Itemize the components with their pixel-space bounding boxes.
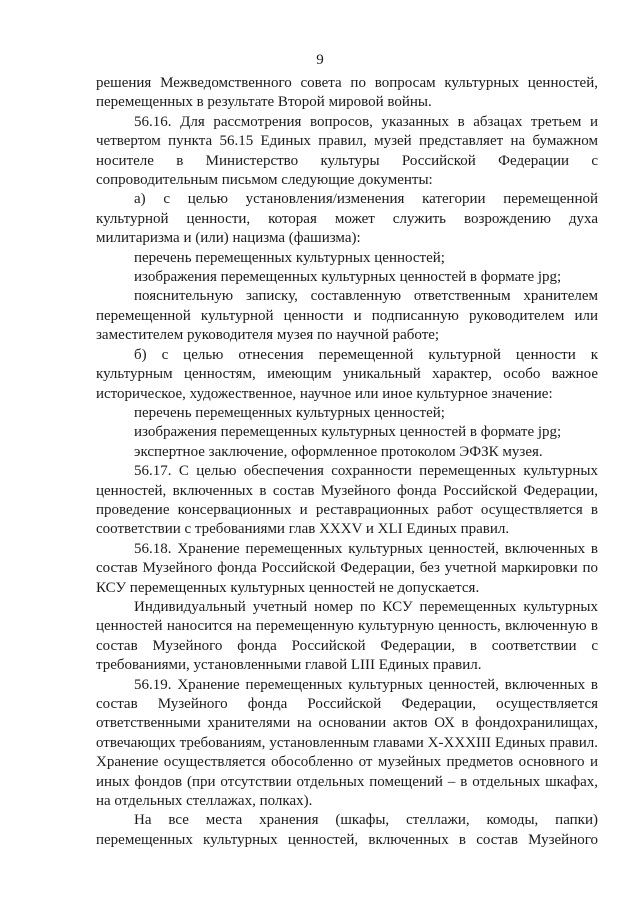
paragraph-list-entry: перечень перемещенных культурных ценностей; — [134, 249, 445, 266]
paragraph-list-entry: изображения перемещенных культурных ценностей в формате jpg; — [134, 269, 562, 286]
paragraph-continuation: решения Межведомственного совета по вопросам культурных ценностей, перемещенных в результате Второй мировой войны. — [96, 75, 598, 111]
paragraph-list-entry: экспертное заключение, оформленное протоколом ЭФЗК музея. — [134, 443, 543, 460]
paragraph-56-16: 56.16. Для рассмотрения вопросов, указанных в абзацах третьем и четвертом пункта 56.15 Единых правил, музей представляет на бумажном носителе в Министерство культуры Российской Федерации с сопроводительным письмом следующие документы: — [96, 113, 598, 189]
paragraph-list-entry: перечень перемещенных культурных ценностей; — [134, 404, 445, 421]
page-number: 9 — [316, 52, 324, 68]
paragraph-item-a: а) с целью установления/изменения категории перемещенной культурной ценности, которая может служить возрождению духа милитаризма и (или) нацизма (фашизма): — [96, 191, 598, 247]
paragraph-list-entry: изображения перемещенных культурных ценностей в формате jpg; — [134, 424, 562, 441]
paragraph-56-17: 56.17. С целью обеспечения сохранности перемещенных культурных ценностей, включенных в состав Музейного фонда Российской Федерации, проведение консервационных и реставрационных работ осуществляется в соответствии с требованиями глав XXXV и XLI Единых правил. — [96, 463, 598, 538]
paragraph-list-entry: пояснительную записку, составленную ответственным хранителем перемещенной культурной ценности и подписанную руководителем или заместителем руководителя музея по научной работе; — [96, 288, 598, 344]
paragraph-56-18: 56.18. Хранение перемещенных культурных ценностей, включенных в состав Музейного фонда Российской Федерации, без учетной маркировки по КСУ перемещенных культурных ценностей не допускается. — [96, 540, 598, 596]
paragraph-individual-number: Индивидуальный учетный номер по КСУ перемещенных культурных ценностей наносится на перемещенную культурную ценность, включенную в состав Музейного фонда Российской Федерации, в соответствии с требованиями, установленными главой LIII Единых правил. — [96, 598, 598, 674]
document-body — [96, 74, 598, 850]
paragraph-56-19: 56.19. Хранение перемещенных культурных ценностей, включенных в состав Музейного фонда Российской Федерации, осуществляется ответственными хранителями на основании актов ОХ в фондохранилищах, отвечающих требованиям, установленным главами X-XXXIII Единых правил. Хранение осуществляется обособленно от музейных предметов основного и иных фондов (при отсутствии отдельных помещений – в отдельных шкафах, на отдельных стеллажах, полках). — [96, 676, 598, 810]
paragraph-storage-places: На все места хранения (шкафы, стеллажи, комоды, папки) перемещенных культурных ценностей, включенных в состав Музейного — [96, 812, 598, 848]
paragraph-item-b: б) с целью отнесения перемещенной культурной ценности к культурным ценностям, имеющим уникальный характер, особо важное историческое, художественное, научное или иное культурное значение: — [96, 346, 598, 402]
